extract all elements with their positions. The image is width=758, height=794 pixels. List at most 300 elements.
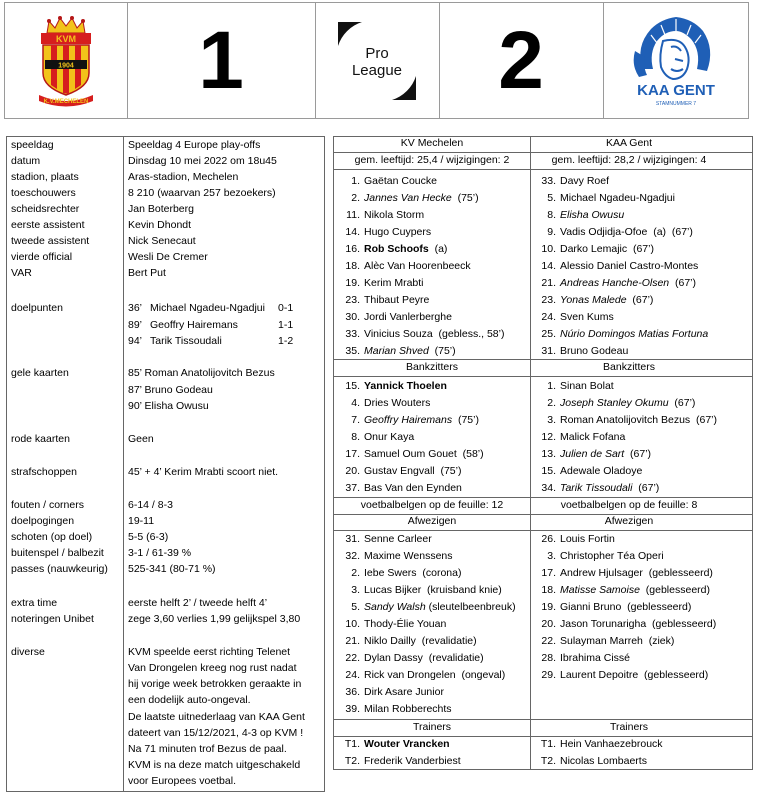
player-number: 37. [345,482,360,494]
player-name: Tarik Tissoudali [560,482,633,494]
player-row [534,294,653,306]
away-age: gem. leeftijd: 28,2 / wijzigingen: 4 [551,154,707,166]
away-trainers-label: Trainers [609,721,649,733]
player-name: Marian Shved [364,345,429,357]
info-key: toeschouwers [11,187,76,199]
svg-text:STAMNUMMER 7: STAMNUMMER 7 [655,100,696,107]
player-name: Julien de Sart [560,448,625,460]
player-row [534,533,615,545]
player-name: Milan Robberechts [364,703,452,715]
home-belgians: voetbalbelgen op de feuille: 12 [360,499,504,511]
home-trainers-label: Trainers [412,721,452,733]
player-row [338,482,462,494]
goals-label: doelpunten [11,302,63,314]
player-number: 33. [541,175,556,187]
player-name: Darko Lemajic [560,243,628,255]
bench-header [334,359,752,377]
player-name: Christopher Téa Operi [560,550,664,562]
player-name: Gustav Engvall [364,465,435,477]
player-number: 23. [541,294,556,306]
player-number: 13. [541,448,556,460]
player-name: Adewale Oladoye [560,465,643,477]
info-key: speeldag [11,139,54,151]
player-number: 32. [345,550,360,562]
info-value: Wesli De Cremer [128,251,208,263]
player-note: (geblesseerd) [621,601,692,613]
away-score: 2 [498,14,544,106]
player-number: 16. [345,243,360,255]
player-number: 15. [345,380,360,392]
diverse-line: dateert van 15/12/2021, 4-3 op KVM ! [128,727,304,739]
svg-text:K.V.MECHELEN: K.V.MECHELEN [43,98,89,105]
player-row [534,209,624,221]
player-name: Bruno Godeau [560,345,629,357]
player-number: T1. [344,738,360,750]
stat-value: 5-5 (6-3) [128,531,169,543]
player-number: 21. [345,635,360,647]
info-key: VAR [11,267,32,279]
player-number: T2. [344,755,360,767]
player-name: Kerim Mrabti [364,277,424,289]
score-banner [4,2,749,119]
trainers-header [334,719,752,737]
player-number: 26. [541,533,556,545]
sheet-header [334,497,752,515]
player-row [338,567,461,579]
odds-value: zege 3,60 verlies 1,99 gelijkspel 3,80 [128,613,301,625]
player-number: 14. [345,226,360,238]
player-note: (ongeval) [455,669,506,681]
player-name: Dries Wouters [364,397,431,409]
svg-text:Pro: Pro [365,44,389,62]
away-absent-label: Afwezigen [604,515,654,527]
player-name: Hugo Cuypers [364,226,432,238]
player-number: 30. [345,311,360,323]
player-name: Núrio Domingos Matias Fortuna [560,328,709,340]
player-name: Rob Schoofs [364,243,429,255]
diverse-line: KVM speelde eerst richting Telenet [128,646,291,658]
player-number: 1. [547,380,556,392]
player-name: Malick Fofana [560,431,626,443]
player-number: 39. [345,703,360,715]
player-name: Onur Kaya [364,431,415,443]
teams-header [334,136,752,153]
player-number: 12. [541,431,556,443]
player-name: Hein Vanhaezebrouck [560,738,663,750]
goal-row: 36’ Michael Ngadeu-Ngadjui 0-1 [128,302,294,314]
player-number: 31. [541,345,556,357]
home-absent-label: Afwezigen [407,515,457,527]
stat-key: buitenspel / balbezit [11,547,104,559]
penalties-label: strafschoppen [11,466,77,478]
player-number: 9. [547,226,556,238]
player-name: Wouter Vrancken [364,738,450,750]
diverse-line: Van Drongelen kreeg nog rust nadat [128,662,297,674]
stat-value: 19-11 [128,515,155,527]
player-row [338,755,461,767]
player-row [338,618,446,630]
player-number: 18. [345,260,360,272]
player-name: Ibrahima Cissé [560,652,631,664]
diverse-line: De laatste uitnederlaag van KAA Gent [128,711,305,723]
info-value: Dinsdag 10 mei 2022 om 18u45 [128,155,277,167]
diverse-line: KVM is na deze match uitgeschakeld [128,759,301,771]
player-number: 25. [541,328,556,340]
player-number: 22. [345,652,360,664]
player-name: Yonas Malede [560,294,627,306]
player-row [338,431,414,443]
player-number: 23. [345,294,360,306]
info-key: scheidsrechter [11,203,80,215]
player-row [338,192,479,204]
player-row [534,482,659,494]
player-name: Geoffry Hairemans [364,414,453,426]
info-key: tweede assistent [11,235,90,247]
player-name: Dylan Dassy [364,652,423,664]
player-name: Roman Anatolijovitch Bezus [560,414,691,426]
player-row [534,243,654,255]
player-name: Sven Kums [560,311,614,323]
pro-league-logo [332,18,422,104]
info-separator [123,137,124,791]
player-row [338,652,484,664]
player-number: T2. [540,755,556,767]
svg-text:KVM: KVM [56,33,76,44]
player-row [338,703,452,715]
info-key: eerste assistent [11,219,85,231]
home-age: gem. leeftijd: 25,4 / wijzigingen: 2 [354,154,510,166]
column-divider [530,137,531,769]
player-number: 17. [345,448,360,460]
diverse-line: een dodelijk auto-ongeval. [128,694,251,706]
yellow-card-row: 90’ Elisha Owusu [128,400,209,412]
player-number: 3. [351,584,360,596]
info-value: Aras-stadion, Mechelen [128,171,239,183]
extra-time-label: extra time [11,597,58,609]
player-note: (67’) [669,277,696,289]
player-row [534,584,710,596]
player-row [534,328,708,340]
player-row [338,260,471,272]
player-name: Davy Roef [560,175,610,187]
player-note: (a) [428,243,448,255]
player-name: Matisse Samoise [560,584,640,596]
player-name: Lucas Bijker [364,584,422,596]
player-note: (kruisband knie) [421,584,502,596]
player-name: Sandy Walsh [364,601,426,613]
player-name: Thody-Élie Youan [364,618,447,630]
player-number: 24. [541,311,556,323]
player-name: Alessio Daniel Castro-Montes [560,260,699,272]
player-row [534,192,675,204]
player-row [534,669,708,681]
player-number: 34. [541,482,556,494]
player-row [338,414,479,426]
info-value: Speeldag 4 Europe play-offs [128,139,261,151]
player-number: 29. [541,669,556,681]
player-name: Gianni Bruno [560,601,622,613]
player-row [534,550,664,562]
player-row [338,328,504,340]
player-note: (67’) [627,243,654,255]
player-note: (geblesseerd) [638,669,709,681]
player-name: Andrew Hjulsager [560,567,643,579]
player-row [534,260,698,272]
player-name: Jordi Vanlerberghe [364,311,452,323]
player-name: Louis Fortin [560,533,615,545]
player-note: (geblesseerd) [642,567,713,579]
absent-header [334,514,752,531]
away-logo-cell [603,3,748,118]
stat-value: 3-1 / 61-39 % [128,547,192,559]
player-number: 22. [541,635,556,647]
home-logo-cell [5,3,128,118]
player-number: 10. [345,618,360,630]
player-number: 15. [541,465,556,477]
player-note: (corona) [416,567,462,579]
player-row [534,738,663,750]
player-note: (67’) [690,414,717,426]
away-team-name: KAA Gent [605,137,653,149]
player-name: Alèc Van Hoorenbeeck [364,260,471,272]
yellow-card-row: 87’ Bruno Godeau [128,384,213,396]
player-note: (67’) [626,294,654,306]
home-bench-label: Bankzitters [406,361,458,373]
player-row [338,584,502,596]
player-row [534,380,614,392]
extra-time-value: eerste helft 2’ / tweede helft 4’ [128,597,268,609]
player-note: (67’) [668,397,696,409]
player-row [338,294,429,306]
player-number: 17. [541,567,556,579]
player-row [338,533,432,545]
player-row [338,601,516,613]
player-name: Iebe Swers [364,567,417,579]
player-name: Nicolas Lombaerts [560,755,647,767]
player-row [338,226,431,238]
info-key: vierde official [11,251,73,263]
info-value: Jan Boterberg [128,203,194,215]
player-name: Gaëtan Coucke [364,175,437,187]
stat-key: doelpogingen [11,515,75,527]
player-number: 35. [345,345,360,357]
player-name: Jannes Van Hecke [364,192,452,204]
player-number: 14. [541,260,556,272]
player-name: Vadis Odjidja-Ofoe [560,226,648,238]
player-name: Sulayman Marreh [560,635,643,647]
player-row [534,414,717,426]
stat-value: 525-341 (80-71 %) [128,563,216,575]
lineups-table [333,136,753,770]
player-row [534,635,674,647]
player-note: (75’) [434,465,462,477]
player-row [534,431,625,443]
player-name: Maxime Wenssens [364,550,453,562]
player-row [338,380,447,392]
info-key: stadion, plaats [11,171,79,183]
player-number: 31. [345,533,360,545]
info-value: Nick Senecaut [128,235,196,247]
stat-value: 6-14 / 8-3 [128,499,173,511]
away-bench-label: Bankzitters [603,361,655,373]
player-name: Bas Van den Eynden [364,482,462,494]
player-row [534,345,628,357]
player-number: 7. [351,414,360,426]
player-note: (75’) [428,345,456,357]
player-name: Laurent Depoitre [560,669,639,681]
player-row [534,465,642,477]
player-number: 24. [345,669,360,681]
player-name: Frederik Vanderbiest [364,755,461,767]
player-note: (revalidatie) [422,652,484,664]
player-note: (75’) [451,192,479,204]
player-row [338,550,453,562]
player-row [338,397,430,409]
player-number: 1. [351,175,360,187]
player-name: Rick van Drongelen [364,669,456,681]
player-name: Yannick Thoelen [364,380,447,392]
player-note: (geblesseerd) [646,618,717,630]
player-row [338,448,484,460]
diverse-line: voor Europees voetbal. [128,775,236,787]
player-name: Nikola Storm [364,209,425,221]
player-name: Senne Carleer [364,533,432,545]
player-row [534,601,691,613]
penalties-value: 45’ + 4’ Kerim Mrabti scoort niet. [128,466,279,478]
player-row [534,567,713,579]
goal-row: 89’ Geoffry Hairemans 1-1 [128,319,294,331]
player-name: Jason Torunarigha [560,618,647,630]
red-cards-value: Geen [128,433,154,445]
goal-row: 94’ Tarik Tissoudali 1-2 [128,335,294,347]
player-note: (sleutelbeenbreuk) [425,601,516,613]
player-number: 18. [541,584,556,596]
player-number: 3. [547,550,556,562]
player-number: 10. [541,243,556,255]
svg-text:League: League [351,61,403,79]
player-number: 20. [345,465,360,477]
home-score-cell [127,3,316,118]
player-row [534,448,651,460]
player-row [338,277,424,289]
yellow-cards-label: gele kaarten [11,367,69,379]
odds-label: noteringen Unibet [11,613,94,625]
player-name: Joseph Stanley Okumu [560,397,669,409]
player-row [338,345,456,357]
league-logo-cell [315,3,440,118]
player-number: 21. [541,277,556,289]
player-number: 8. [351,431,360,443]
player-row [534,397,695,409]
away-score-cell [439,3,604,118]
player-row [534,226,693,238]
player-number: 19. [541,601,556,613]
info-key: datum [11,155,41,167]
player-number: 28. [541,652,556,664]
home-team-name: KV Mechelen [400,137,464,149]
player-number: 19. [345,277,360,289]
away-belgians: voetbalbelgen op de feuille: 8 [560,499,698,511]
player-note: (revalidatie) [415,635,477,647]
age-header [334,153,752,170]
player-number: 8. [547,209,556,221]
player-note: (58’) [456,448,484,460]
player-name: Samuel Oum Gouet [364,448,457,460]
player-note: (geblesseerd) [639,584,710,596]
player-number: 36. [345,686,360,698]
player-number: 2. [351,567,360,579]
player-row [534,277,696,289]
player-note: (67’) [624,448,652,460]
yellow-card-row: 85’ Roman Anatolijovitch Bezus [128,367,275,379]
diverse-label: diverse [11,646,45,658]
player-row [534,755,647,767]
player-number: 5. [351,601,360,613]
diverse-line: Na 71 minuten trof Bezus de paal. [128,743,287,755]
player-row [338,311,452,323]
player-number: T1. [540,738,556,750]
player-row [338,243,447,255]
red-cards-label: rode kaarten [11,433,70,445]
player-note: (a) (67’) [647,226,693,238]
player-number: 33. [345,328,360,340]
player-note: (gebless., 58’) [432,328,505,340]
info-value: Bert Put [128,267,166,279]
player-name: Vinicius Souza [364,328,433,340]
player-row [338,635,477,647]
info-value: 8 210 (waarvan 257 bezoekers) [128,187,276,199]
player-row [338,465,461,477]
player-number: 5. [547,192,556,204]
player-note: (67’) [632,482,660,494]
kv-mechelen-logo [35,15,97,107]
player-name: Niklo Dailly [364,635,416,647]
home-score: 1 [198,14,244,106]
player-row [534,311,614,323]
player-number: 11. [346,209,360,221]
match-info-table [6,136,325,792]
info-value: Kevin Dhondt [128,219,192,231]
player-row [534,652,630,664]
player-number: 3. [547,414,556,426]
stat-key: passes (nauwkeurig) [11,563,108,575]
diverse-line: hij vorige week betrokken geraakte in [128,678,302,690]
player-row [338,738,450,750]
svg-text:1904: 1904 [58,62,74,69]
player-number: 2. [351,192,360,204]
player-note: (ziek) [642,635,675,647]
player-row [534,175,609,187]
player-row [338,175,437,187]
player-name: Elisha Owusu [560,209,625,221]
stat-key: schoten (op doel) [11,531,93,543]
player-row [338,686,444,698]
svg-text:KAA GENT: KAA GENT [636,81,715,99]
player-note: (75’) [452,414,479,426]
player-row [338,209,424,221]
player-number: 4. [351,397,360,409]
stat-key: fouten / corners [11,499,84,511]
player-row [338,669,505,681]
kaa-gent-logo [621,11,731,111]
player-name: Sinan Bolat [560,380,614,392]
player-name: Thibaut Peyre [364,294,430,306]
player-number: 2. [547,397,556,409]
player-row [534,618,716,630]
player-name: Michael Ngadeu-Ngadjui [560,192,675,204]
player-name: Andreas Hanche-Olsen [560,277,670,289]
player-number: 20. [541,618,556,630]
